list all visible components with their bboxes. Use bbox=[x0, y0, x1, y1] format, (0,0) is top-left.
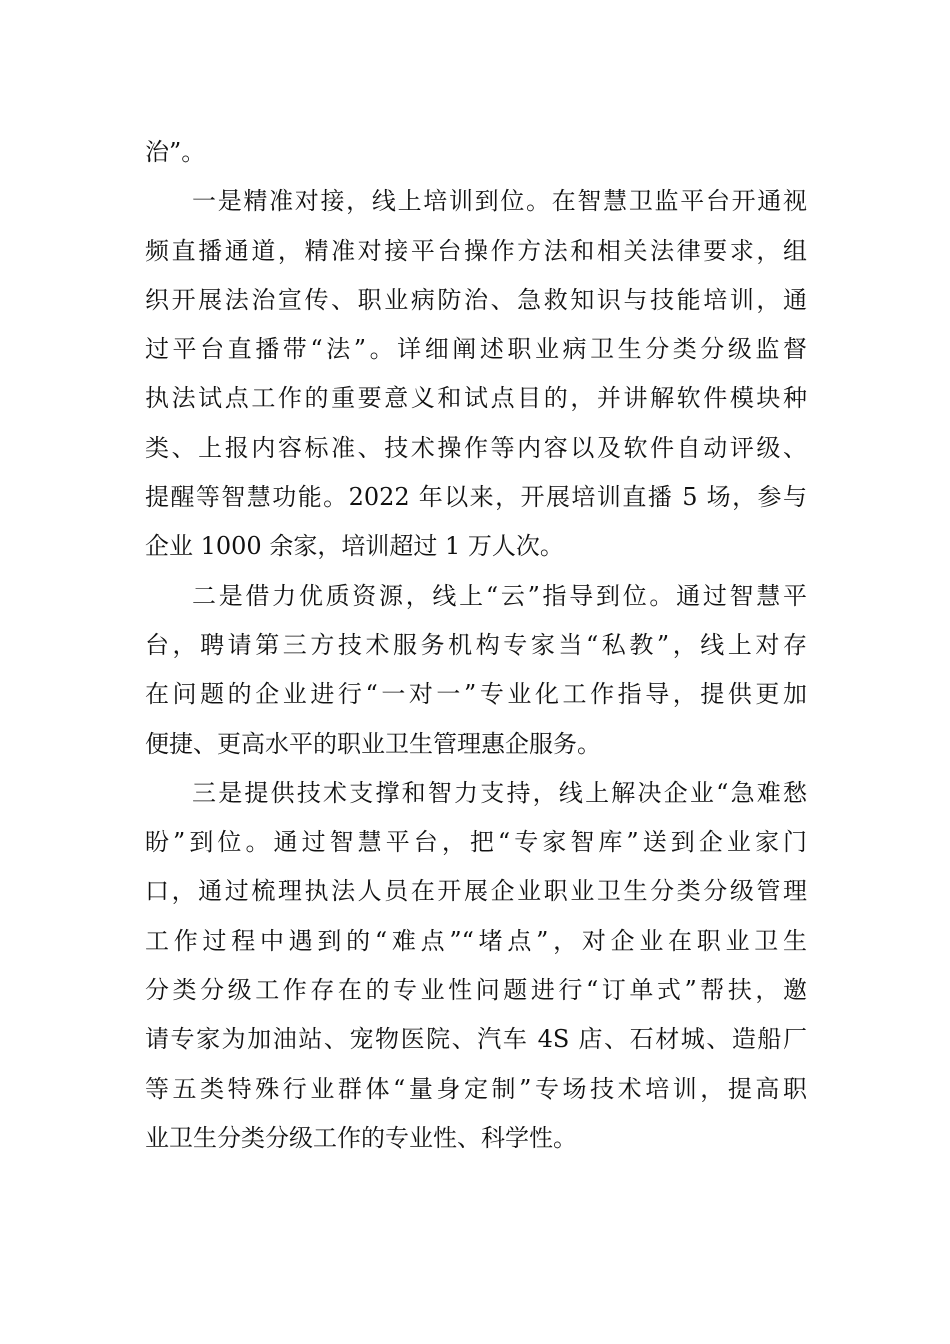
text-line: 频直播通道，精准对接平台操作方法和相关法律要求，组 bbox=[145, 236, 807, 265]
text-line: 企业 1000 余家，培训超过 1 万人次。 bbox=[145, 532, 564, 561]
paragraph-1-first-line: 一是精准对接，线上培训到位。在智慧卫监平台开通视 bbox=[192, 187, 807, 216]
document-body bbox=[145, 128, 807, 1163]
text-line: 治”。 bbox=[145, 138, 206, 166]
text-line: 便捷、更高水平的职业卫生管理惠企服务。 bbox=[145, 729, 601, 758]
paragraph-2-first-line: 二是借力优质资源，线上“云”指导到位。通过智慧平 bbox=[192, 581, 807, 610]
paragraph-3-first-line: 三是提供技术支撑和智力支持，线上解决企业“急难愁 bbox=[192, 778, 807, 807]
text-line: 业卫生分类分级工作的专业性、科学性。 bbox=[145, 1123, 577, 1152]
text-line: 过平台直播带“法”。详细阐述职业病卫生分类分级监督 bbox=[145, 335, 807, 364]
text-line: 类、上报内容标准、技术操作等内容以及软件自动评级、 bbox=[145, 433, 807, 462]
text-line: 执法试点工作的重要意义和试点目的，并讲解软件模块种 bbox=[145, 384, 807, 413]
text-line: 提醒等智慧功能。2022 年以来，开展培训直播 5 场，参与 bbox=[145, 483, 807, 512]
text-line: 口，通过梳理执法人员在开展企业职业卫生分类分级管理 bbox=[145, 877, 807, 906]
text-line: 工作过程中遇到的“难点”“堵点”，对企业在职业卫生 bbox=[145, 926, 807, 955]
text-line: 分类分级工作存在的专业性问题进行“订单式”帮扶，邀 bbox=[145, 976, 807, 1005]
text-line: 在问题的企业进行“一对一”专业化工作指导，提供更加 bbox=[145, 680, 807, 709]
text-line: 盼”到位。通过智慧平台，把“专家智库”送到企业家门 bbox=[145, 828, 807, 857]
text-line: 织开展法治宣传、职业病防治、急救知识与技能培训，通 bbox=[145, 285, 807, 314]
text-line: 台，聘请第三方技术服务机构专家当“私教”，线上对存 bbox=[145, 630, 807, 659]
text-line: 等五类特殊行业群体“量身定制”专场技术培训，提高职 bbox=[145, 1074, 807, 1103]
text-line: 请专家为加油站、宠物医院、汽车 4S 店、石材城、造船厂 bbox=[145, 1025, 807, 1054]
